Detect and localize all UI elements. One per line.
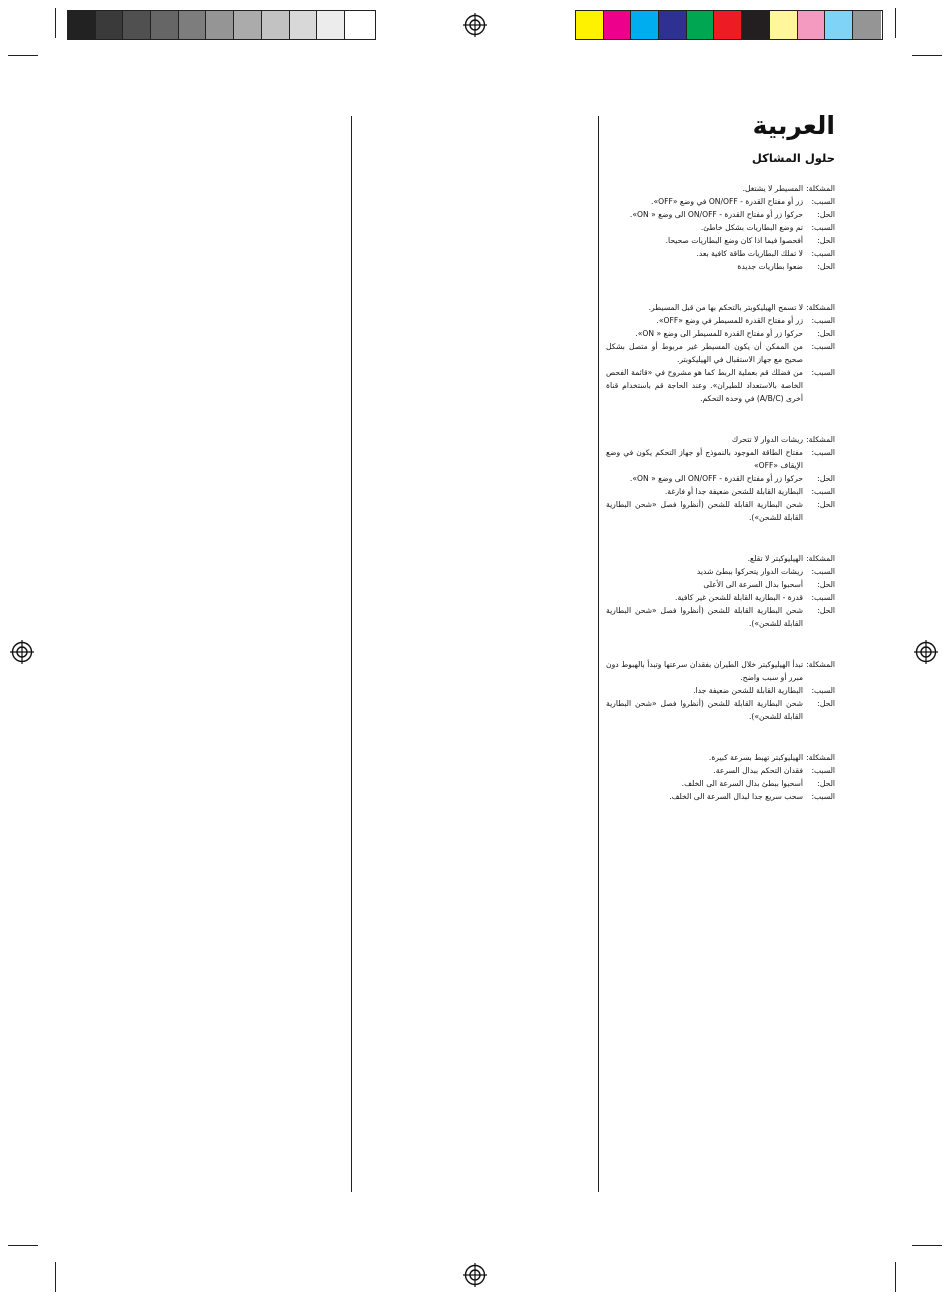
color-swatch: [262, 11, 290, 39]
crop-mark-bottom-left-h: [8, 1245, 38, 1246]
problem-text: المسيطر لا يشتغل.: [742, 183, 804, 193]
solution-label: الحل:: [817, 499, 835, 509]
cause-text: قدرة - البطارية القابلة للشحن غير كافية.: [675, 592, 803, 602]
crop-mark-top-right-v: [895, 8, 896, 38]
cause-text: من الممكن أن يكون المسيطر غير مربوط أو متصل بشكل صحيح مع جهاز الاستقبال في الهيليكوبتر.: [606, 341, 803, 364]
color-swatch: [604, 11, 632, 39]
color-swatch: [68, 11, 96, 39]
color-swatch: [576, 11, 604, 39]
solution-line: [606, 498, 835, 524]
solution-label: الحل:: [817, 473, 835, 483]
color-swatch: [317, 11, 345, 39]
cause-text: زر أو مفتاح القدرة للمسيطر في وضع «OFF».: [656, 315, 803, 325]
cause-line: [606, 340, 835, 366]
grayscale-calibration-bar: [67, 10, 376, 40]
solution-line: [606, 327, 835, 340]
cause-line: [606, 591, 835, 604]
cause-label: السبب:: [811, 341, 835, 351]
cause-line: [606, 790, 835, 803]
problem-block: [606, 182, 835, 273]
cause-text: تم وضع البطاريات بشكل خاطئ.: [700, 222, 803, 232]
cause-line: [606, 764, 835, 777]
solution-label: الحل:: [817, 235, 835, 245]
color-swatch: [234, 11, 262, 39]
problem-label: المشكلة:: [806, 659, 835, 669]
problem-label: المشكلة:: [806, 434, 835, 444]
solution-text: شحن البطارية القابلة للشحن (أنظروا فصل «شحن البطارية القابلة للشحن»).: [606, 605, 803, 628]
solution-text: أسحبوا بدال السرعة الى الأعلى: [703, 579, 803, 589]
problem-text: الهيليوكبتر تهبط بسرعة كبيرة.: [708, 752, 804, 762]
cause-text: زر أو مفتاح القدرة - ON/OFF في وضع «OFF».: [651, 196, 803, 206]
registration-mark-icon: [463, 13, 487, 37]
problem-block: [606, 658, 835, 723]
color-swatch: [206, 11, 234, 39]
cause-line: [606, 446, 835, 472]
solution-label: الحل:: [817, 328, 835, 338]
color-swatch: [798, 11, 826, 39]
cause-text: لا تملك البطاريات طاقة كافية بعد.: [696, 248, 803, 258]
registration-mark-icon: [914, 640, 938, 664]
solution-line: [606, 472, 835, 485]
solution-label: الحل:: [817, 778, 835, 788]
troubleshooting-column: [606, 110, 835, 831]
color-calibration-bar: [575, 10, 883, 40]
solution-text: حركوا زر أو مفتاح القدرة للمسيطر الى وضع « ON».: [635, 328, 803, 338]
problem-block: [606, 433, 835, 524]
cause-line: [606, 314, 835, 327]
problem-label: المشكلة:: [806, 553, 835, 563]
solution-line: [606, 234, 835, 247]
color-swatch: [770, 11, 798, 39]
color-swatch: [853, 11, 881, 39]
cause-line: [606, 485, 835, 498]
color-swatch: [742, 11, 770, 39]
cause-label: السبب:: [811, 765, 835, 775]
color-swatch: [714, 11, 742, 39]
cause-line: [606, 221, 835, 234]
solution-text: شحن البطارية القابلة للشحن (أنظروا فصل «شحن البطارية القابلة للشحن»).: [606, 499, 803, 522]
registration-mark-icon: [463, 1263, 487, 1287]
solution-label: الحل:: [817, 605, 835, 615]
solution-text: أسحبوا ببطئ بدال السرعة الى الخلف.: [681, 778, 803, 788]
solution-label: الحل:: [817, 261, 835, 271]
problem-block: [606, 552, 835, 630]
section-heading: حلول المشاكل: [751, 150, 835, 165]
cause-line: [606, 366, 835, 405]
problem-label: المشكلة:: [806, 302, 835, 312]
crop-mark-bottom-right-v: [895, 1262, 896, 1292]
problem-line: [606, 552, 835, 565]
problem-block: [606, 301, 835, 405]
cause-text: ريشات الدوار يتحركوا ببطئ شديد: [696, 566, 803, 576]
solution-label: الحل:: [817, 209, 835, 219]
cause-label: السبب:: [811, 592, 835, 602]
cause-label: السبب:: [811, 248, 835, 258]
cause-label: السبب:: [811, 315, 835, 325]
registration-mark-icon: [10, 640, 34, 664]
solution-label: الحل:: [817, 698, 835, 708]
problem-line: [606, 751, 835, 764]
color-swatch: [687, 11, 715, 39]
cause-label: السبب:: [811, 367, 835, 377]
crop-mark-bottom-right-h: [912, 1245, 942, 1246]
problem-text: تبدأ الهيليوكبتر خلال الطيران بفقدان سرعتها وتبدأ بالهبوط دون مبرر أو سبب واضح.: [606, 659, 804, 682]
problem-line: [606, 433, 835, 446]
cause-label: السبب:: [811, 685, 835, 695]
solution-line: [606, 604, 835, 630]
solution-text: أفحصوا فيما اذا كان وضع البطاريات صحيحا.: [665, 235, 803, 245]
cause-label: السبب:: [811, 566, 835, 576]
page-title: العربية: [752, 111, 835, 140]
color-swatch: [825, 11, 853, 39]
solution-line: [606, 697, 835, 723]
cause-label: السبب:: [811, 196, 835, 206]
color-swatch: [151, 11, 179, 39]
solution-line: [606, 777, 835, 790]
cause-text: البطارية القابلة للشحن ضعيفة جدا أو فارغة.: [664, 486, 803, 496]
cause-text: مفتاح الطاقة الموجود بالنموذج أو جهاز التحكم يكون في وضع الإيقاف «OFF»: [606, 447, 803, 470]
problem-block: [606, 751, 835, 803]
problem-line: [606, 658, 835, 684]
problem-label: المشكلة:: [806, 183, 835, 193]
cause-line: [606, 247, 835, 260]
cause-text: من فضلك قم بعملية الربط كما هو مشروح في «قائمة الفحص الخاصة بالاستعداد للطيران». وعند الحاجة قم باستخدام قناة أخرى (A/B/C) في وحدة التحكم.: [606, 367, 803, 403]
cause-label: السبب:: [811, 791, 835, 801]
solution-line: [606, 260, 835, 273]
column-divider: [351, 116, 352, 1192]
color-swatch: [631, 11, 659, 39]
cause-text: سحب سريع جدا لبدال السرعة الى الخلف.: [669, 791, 803, 801]
cause-line: [606, 565, 835, 578]
solution-line: [606, 208, 835, 221]
solution-text: شحن البطارية القابلة للشحن (أنظروا فصل «شحن البطارية القابلة للشحن»).: [606, 698, 803, 721]
color-swatch: [345, 11, 373, 39]
color-swatch: [179, 11, 207, 39]
color-swatch: [96, 11, 124, 39]
cause-line: [606, 195, 835, 208]
column-divider: [598, 116, 599, 1192]
crop-mark-top-left-v: [55, 8, 56, 38]
cause-text: البطارية القابلة للشحن ضعيفة جدا.: [693, 685, 803, 695]
crop-mark-top-left-h: [8, 55, 38, 56]
solution-text: ضعوا بطاريات جديدة: [737, 261, 803, 271]
problem-line: [606, 301, 835, 314]
color-swatch: [659, 11, 687, 39]
problem-line: [606, 182, 835, 195]
solution-text: حركوا زر أو مفتاح القدرة - ON/OFF الى وضع « ON».: [629, 209, 803, 219]
solution-text: حركوا زر أو مفتاح القدرة - ON/OFF الى وضع « ON».: [629, 473, 803, 483]
crop-mark-top-right-h: [912, 55, 942, 56]
problem-label: المشكلة:: [806, 752, 835, 762]
problem-text: الهيليوكبتر لا تقلع.: [747, 553, 804, 563]
solution-line: [606, 578, 835, 591]
cause-line: [606, 684, 835, 697]
cause-label: السبب:: [811, 486, 835, 496]
cause-label: السبب:: [811, 447, 835, 457]
crop-mark-bottom-left-v: [55, 1262, 56, 1292]
color-swatch: [290, 11, 318, 39]
solution-label: الحل:: [817, 579, 835, 589]
problem-text: لا تسمح الهيليكوبتر بالتحكم بها من قبل المسيطر.: [648, 302, 804, 312]
cause-text: فقدان التحكم ببدال السرعة.: [713, 765, 803, 775]
problem-list: [606, 182, 835, 803]
cause-label: السبب:: [811, 222, 835, 232]
problem-text: ريشات الدوار لا تتحرك: [731, 434, 804, 444]
color-swatch: [123, 11, 151, 39]
